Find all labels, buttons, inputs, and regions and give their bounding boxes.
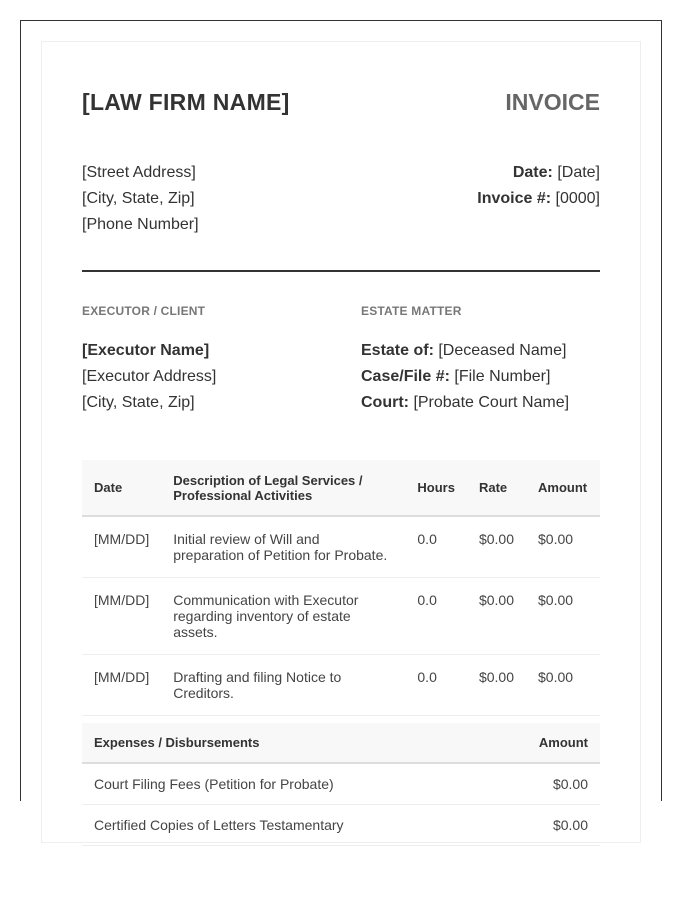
row-amount: $0.00 [526, 516, 600, 578]
date-value: [Date] [557, 164, 600, 181]
court-line [361, 390, 569, 416]
street-address: [Street Address] [82, 164, 196, 181]
invoice-title: INVOICE [505, 89, 600, 115]
executor-city: [City, State, Zip] [82, 394, 195, 411]
case-file-label: Case/File #: [361, 368, 450, 385]
estate-of-value: [Deceased Name] [438, 342, 567, 359]
row-rate: $0.00 [467, 655, 526, 716]
col-description: Description of Legal Services / Professional Activities [161, 460, 405, 516]
table-row [82, 763, 600, 805]
header-divider [82, 270, 600, 272]
expense-amount: $0.00 [491, 763, 600, 805]
row-date: [MM/DD] [82, 516, 161, 578]
executor-name: [Executor Name] [82, 342, 210, 359]
table-row [82, 516, 600, 578]
court-value: [Probate Court Name] [413, 394, 570, 411]
row-rate: $0.00 [467, 578, 526, 655]
invoice-meta [477, 160, 600, 212]
court-label: Court: [361, 394, 409, 411]
row-date: [MM/DD] [82, 578, 161, 655]
row-description: Initial review of Will and preparation of Petition for Probate. [161, 516, 405, 578]
invoice-number-value: [0000] [555, 190, 600, 207]
table-row [82, 805, 600, 846]
row-hours: 0.0 [405, 655, 467, 716]
expense-description: Court Filing Fees (Petition for Probate) [82, 763, 491, 805]
services-header-row [82, 460, 600, 516]
row-description: Communication with Executor regarding inventory of estate assets. [161, 578, 405, 655]
row-hours: 0.0 [405, 516, 467, 578]
col-date: Date [82, 460, 161, 516]
invoice-header [82, 42, 600, 242]
firm-address [82, 160, 199, 238]
city-state-zip: [City, State, Zip] [82, 190, 195, 207]
phone-number: [Phone Number] [82, 216, 199, 233]
col-amount: Amount [526, 460, 600, 516]
estate-of-line [361, 338, 569, 364]
invoice-content [82, 42, 600, 833]
invoice-page [41, 41, 641, 843]
col-expense-amount: Amount [491, 723, 600, 763]
client-heading: EXECUTOR / CLIENT [82, 304, 206, 318]
invoice-number-line [477, 186, 600, 212]
row-description: Drafting and filing Notice to Creditors. [161, 655, 405, 716]
col-hours: Hours [405, 460, 467, 516]
table-row [82, 655, 600, 716]
case-file-value: [File Number] [454, 368, 551, 385]
case-file-line [361, 364, 569, 390]
client-block [82, 304, 216, 416]
row-amount: $0.00 [526, 655, 600, 716]
expense-description: Certified Copies of Letters Testamentary [82, 805, 491, 846]
estate-block [361, 304, 569, 416]
expense-amount: $0.00 [491, 805, 600, 846]
expenses-header-row [82, 723, 600, 763]
invoice-number-label: Invoice #: [477, 190, 552, 207]
table-row [82, 578, 600, 655]
row-date: [MM/DD] [82, 655, 161, 716]
row-rate: $0.00 [467, 516, 526, 578]
document-frame [20, 20, 662, 833]
estate-of-label: Estate of: [361, 342, 434, 359]
row-amount: $0.00 [526, 578, 600, 655]
col-rate: Rate [467, 460, 526, 516]
services-table [82, 460, 600, 716]
date-label: Date: [512, 164, 553, 181]
col-expense-description: Expenses / Disbursements [82, 723, 491, 763]
date-line [477, 160, 600, 186]
estate-heading: ESTATE MATTER [361, 304, 462, 318]
row-hours: 0.0 [405, 578, 467, 655]
firm-name: [LAW FIRM NAME] [82, 89, 290, 115]
expenses-table [82, 723, 600, 846]
executor-address: [Executor Address] [82, 368, 217, 385]
